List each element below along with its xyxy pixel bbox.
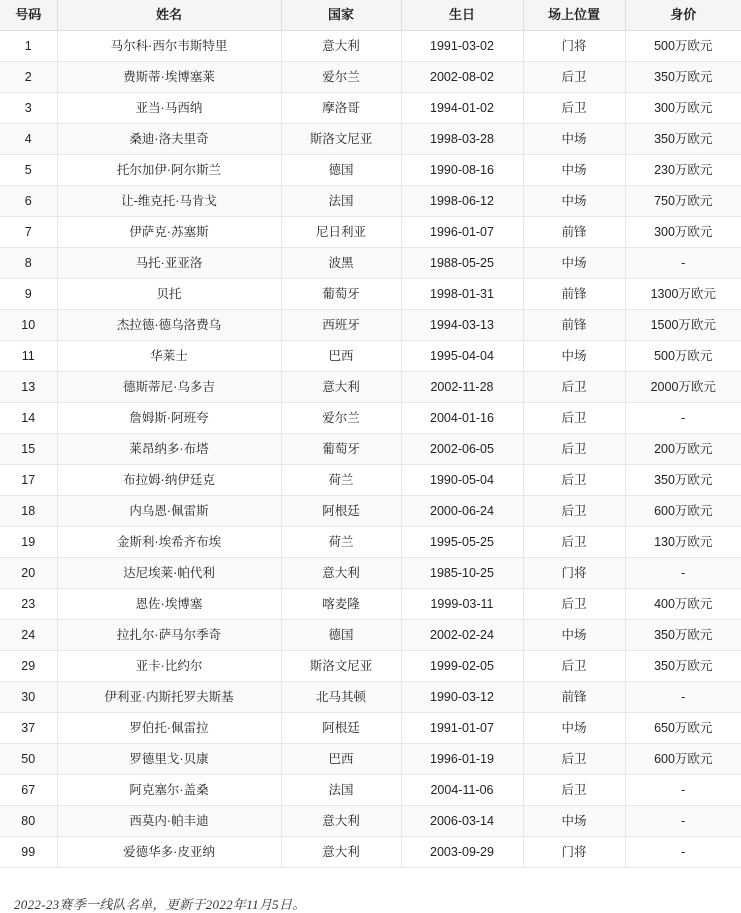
player-number: 18: [0, 496, 57, 527]
player-number: 8: [0, 248, 57, 279]
player-position: 后卫: [523, 434, 625, 465]
player-name: 托尔加伊·阿尔斯兰: [57, 155, 281, 186]
player-name: 贝托: [57, 279, 281, 310]
player-nation: 德国: [281, 155, 401, 186]
player-birthday: 1998-01-31: [401, 279, 523, 310]
table-row: [0, 62, 741, 93]
player-birthday: 1991-03-02: [401, 31, 523, 62]
player-number: 80: [0, 806, 57, 837]
player-market-value: 300万欧元: [625, 217, 741, 248]
player-market-value: 230万欧元: [625, 155, 741, 186]
player-number: 15: [0, 434, 57, 465]
player-birthday: 2004-01-16: [401, 403, 523, 434]
player-birthday: 1995-04-04: [401, 341, 523, 372]
player-number: 67: [0, 775, 57, 806]
player-birthday: 1994-01-02: [401, 93, 523, 124]
player-name: 金斯利·埃希齐布埃: [57, 527, 281, 558]
player-nation: 巴西: [281, 744, 401, 775]
player-position: 后卫: [523, 62, 625, 93]
table-row: [0, 527, 741, 558]
player-birthday: 2006-03-14: [401, 806, 523, 837]
player-nation: 法国: [281, 775, 401, 806]
table-row: [0, 682, 741, 713]
player-nation: 西班牙: [281, 310, 401, 341]
player-market-value: 500万欧元: [625, 341, 741, 372]
player-position: 中场: [523, 341, 625, 372]
table-row: [0, 403, 741, 434]
player-position: 中场: [523, 713, 625, 744]
table-row: [0, 124, 741, 155]
player-nation: 法国: [281, 186, 401, 217]
player-name: 恩佐·埃博塞: [57, 589, 281, 620]
table-row: [0, 589, 741, 620]
column-header-value: 身价: [625, 0, 741, 31]
player-number: 17: [0, 465, 57, 496]
player-birthday: 1998-06-12: [401, 186, 523, 217]
player-position: 后卫: [523, 93, 625, 124]
player-position: 前锋: [523, 682, 625, 713]
player-nation: 喀麦隆: [281, 589, 401, 620]
player-name: 伊萨克·苏塞斯: [57, 217, 281, 248]
player-market-value: 1500万欧元: [625, 310, 741, 341]
player-number: 10: [0, 310, 57, 341]
player-number: 29: [0, 651, 57, 682]
player-birthday: 1998-03-28: [401, 124, 523, 155]
player-position: 后卫: [523, 775, 625, 806]
player-market-value: 300万欧元: [625, 93, 741, 124]
player-market-value: 500万欧元: [625, 31, 741, 62]
player-nation: 葡萄牙: [281, 279, 401, 310]
player-birthday: 1990-08-16: [401, 155, 523, 186]
player-position: 门将: [523, 558, 625, 589]
table-row: [0, 837, 741, 868]
player-market-value: 350万欧元: [625, 651, 741, 682]
player-market-value: 600万欧元: [625, 496, 741, 527]
player-nation: 荷兰: [281, 465, 401, 496]
player-name: 德斯蒂尼·乌多吉: [57, 372, 281, 403]
player-market-value: 350万欧元: [625, 465, 741, 496]
table-row: [0, 372, 741, 403]
player-nation: 摩洛哥: [281, 93, 401, 124]
player-birthday: 1990-05-04: [401, 465, 523, 496]
table-row: [0, 558, 741, 589]
player-number: 13: [0, 372, 57, 403]
player-birthday: 1999-03-11: [401, 589, 523, 620]
player-birthday: 1988-05-25: [401, 248, 523, 279]
player-name: 让-维克托·马肯戈: [57, 186, 281, 217]
player-position: 中场: [523, 248, 625, 279]
column-header-birthday: 生日: [401, 0, 523, 31]
player-number: 11: [0, 341, 57, 372]
player-name: 拉扎尔·萨马尔季奇: [57, 620, 281, 651]
player-name: 内乌恩·佩雷斯: [57, 496, 281, 527]
player-birthday: 2002-11-28: [401, 372, 523, 403]
player-birthday: 2002-02-24: [401, 620, 523, 651]
player-name: 华莱士: [57, 341, 281, 372]
player-position: 门将: [523, 31, 625, 62]
player-number: 24: [0, 620, 57, 651]
player-position: 门将: [523, 837, 625, 868]
table-row: [0, 93, 741, 124]
table-row: [0, 186, 741, 217]
player-nation: 阿根廷: [281, 713, 401, 744]
player-position: 后卫: [523, 527, 625, 558]
player-name: 罗伯托·佩雷拉: [57, 713, 281, 744]
table-header: [0, 0, 741, 31]
player-position: 后卫: [523, 744, 625, 775]
player-position: 前锋: [523, 279, 625, 310]
player-name: 桑迪·洛夫里奇: [57, 124, 281, 155]
player-position: 中场: [523, 806, 625, 837]
player-market-value: 200万欧元: [625, 434, 741, 465]
player-name: 亚当·马西纳: [57, 93, 281, 124]
player-nation: 尼日利亚: [281, 217, 401, 248]
player-nation: 巴西: [281, 341, 401, 372]
player-number: 14: [0, 403, 57, 434]
player-position: 后卫: [523, 465, 625, 496]
player-name: 爱德华多·皮亚纳: [57, 837, 281, 868]
player-market-value: -: [625, 682, 741, 713]
player-position: 前锋: [523, 217, 625, 248]
player-market-value: 650万欧元: [625, 713, 741, 744]
player-position: 中场: [523, 155, 625, 186]
player-birthday: 2002-08-02: [401, 62, 523, 93]
player-market-value: 350万欧元: [625, 620, 741, 651]
player-number: 1: [0, 31, 57, 62]
table-row: [0, 155, 741, 186]
player-name: 马尔科·西尔韦斯特里: [57, 31, 281, 62]
player-number: 9: [0, 279, 57, 310]
player-birthday: 1990-03-12: [401, 682, 523, 713]
column-header-position: 场上位置: [523, 0, 625, 31]
table-row: [0, 434, 741, 465]
player-number: 50: [0, 744, 57, 775]
player-position: 后卫: [523, 403, 625, 434]
player-market-value: -: [625, 403, 741, 434]
player-market-value: 130万欧元: [625, 527, 741, 558]
player-birthday: 1996-01-07: [401, 217, 523, 248]
player-nation: 意大利: [281, 806, 401, 837]
table-row: [0, 713, 741, 744]
player-market-value: -: [625, 248, 741, 279]
player-birthday: 1996-01-19: [401, 744, 523, 775]
table-footnote: 2022-23赛季一线队名单，更新于2022年11月5日。: [14, 897, 306, 912]
player-birthday: 1999-02-05: [401, 651, 523, 682]
player-nation: 斯洛文尼亚: [281, 651, 401, 682]
player-number: 4: [0, 124, 57, 155]
player-nation: 波黑: [281, 248, 401, 279]
player-number: 23: [0, 589, 57, 620]
player-name: 布拉姆·纳伊廷克: [57, 465, 281, 496]
player-name: 杰拉德·德乌洛费乌: [57, 310, 281, 341]
player-nation: 荷兰: [281, 527, 401, 558]
player-birthday: 2004-11-06: [401, 775, 523, 806]
player-birthday: 2000-06-24: [401, 496, 523, 527]
player-nation: 北马其顿: [281, 682, 401, 713]
player-position: 前锋: [523, 310, 625, 341]
player-market-value: 350万欧元: [625, 124, 741, 155]
player-number: 6: [0, 186, 57, 217]
player-nation: 阿根廷: [281, 496, 401, 527]
player-nation: 意大利: [281, 31, 401, 62]
player-number: 5: [0, 155, 57, 186]
player-name: 马托·亚亚洛: [57, 248, 281, 279]
player-birthday: 1991-01-07: [401, 713, 523, 744]
player-number: 30: [0, 682, 57, 713]
player-birthday: 2003-09-29: [401, 837, 523, 868]
table-row: [0, 279, 741, 310]
table-row: [0, 496, 741, 527]
table-row: [0, 775, 741, 806]
table-body: [0, 31, 741, 868]
player-nation: 意大利: [281, 837, 401, 868]
player-name: 亚卡·比约尔: [57, 651, 281, 682]
player-position: 后卫: [523, 496, 625, 527]
player-name: 费斯蒂·埃博塞莱: [57, 62, 281, 93]
player-number: 7: [0, 217, 57, 248]
player-position: 中场: [523, 186, 625, 217]
player-market-value: 400万欧元: [625, 589, 741, 620]
column-header-nation: 国家: [281, 0, 401, 31]
player-name: 阿克塞尔·盖桑: [57, 775, 281, 806]
player-name: 罗德里戈·贝康: [57, 744, 281, 775]
player-name: 伊利亚·内斯托罗夫斯基: [57, 682, 281, 713]
player-nation: 爱尔兰: [281, 62, 401, 93]
table-row: [0, 217, 741, 248]
player-number: 20: [0, 558, 57, 589]
table-row: [0, 620, 741, 651]
player-nation: 斯洛文尼亚: [281, 124, 401, 155]
player-birthday: 1985-10-25: [401, 558, 523, 589]
player-nation: 爱尔兰: [281, 403, 401, 434]
player-position: 后卫: [523, 589, 625, 620]
player-birthday: 1995-05-25: [401, 527, 523, 558]
player-market-value: 2000万欧元: [625, 372, 741, 403]
player-market-value: 600万欧元: [625, 744, 741, 775]
table-row: [0, 806, 741, 837]
player-name: 达尼埃莱·帕代利: [57, 558, 281, 589]
player-name: 詹姆斯·阿班夸: [57, 403, 281, 434]
player-number: 2: [0, 62, 57, 93]
player-name: 莱昂纳多·布塔: [57, 434, 281, 465]
player-number: 19: [0, 527, 57, 558]
table-row: [0, 465, 741, 496]
player-birthday: 1994-03-13: [401, 310, 523, 341]
column-header-name: 姓名: [57, 0, 281, 31]
table-header-row: [0, 0, 741, 31]
player-nation: 意大利: [281, 558, 401, 589]
player-market-value: 750万欧元: [625, 186, 741, 217]
player-nation: 葡萄牙: [281, 434, 401, 465]
player-position: 中场: [523, 620, 625, 651]
player-position: 中场: [523, 124, 625, 155]
player-market-value: 350万欧元: [625, 62, 741, 93]
table-row: [0, 341, 741, 372]
player-market-value: -: [625, 837, 741, 868]
player-market-value: -: [625, 806, 741, 837]
column-header-number: 号码: [0, 0, 57, 31]
player-market-value: -: [625, 558, 741, 589]
player-nation: 意大利: [281, 372, 401, 403]
player-position: 后卫: [523, 651, 625, 682]
player-number: 99: [0, 837, 57, 868]
player-number: 3: [0, 93, 57, 124]
player-market-value: 1300万欧元: [625, 279, 741, 310]
player-market-value: -: [625, 775, 741, 806]
player-name: 西莫内·帕丰迪: [57, 806, 281, 837]
table-row: [0, 31, 741, 62]
player-birthday: 2002-06-05: [401, 434, 523, 465]
table-row: [0, 744, 741, 775]
player-nation: 德国: [281, 620, 401, 651]
player-position: 后卫: [523, 372, 625, 403]
table-row: [0, 248, 741, 279]
table-row: [0, 310, 741, 341]
table-row: [0, 651, 741, 682]
player-number: 37: [0, 713, 57, 744]
